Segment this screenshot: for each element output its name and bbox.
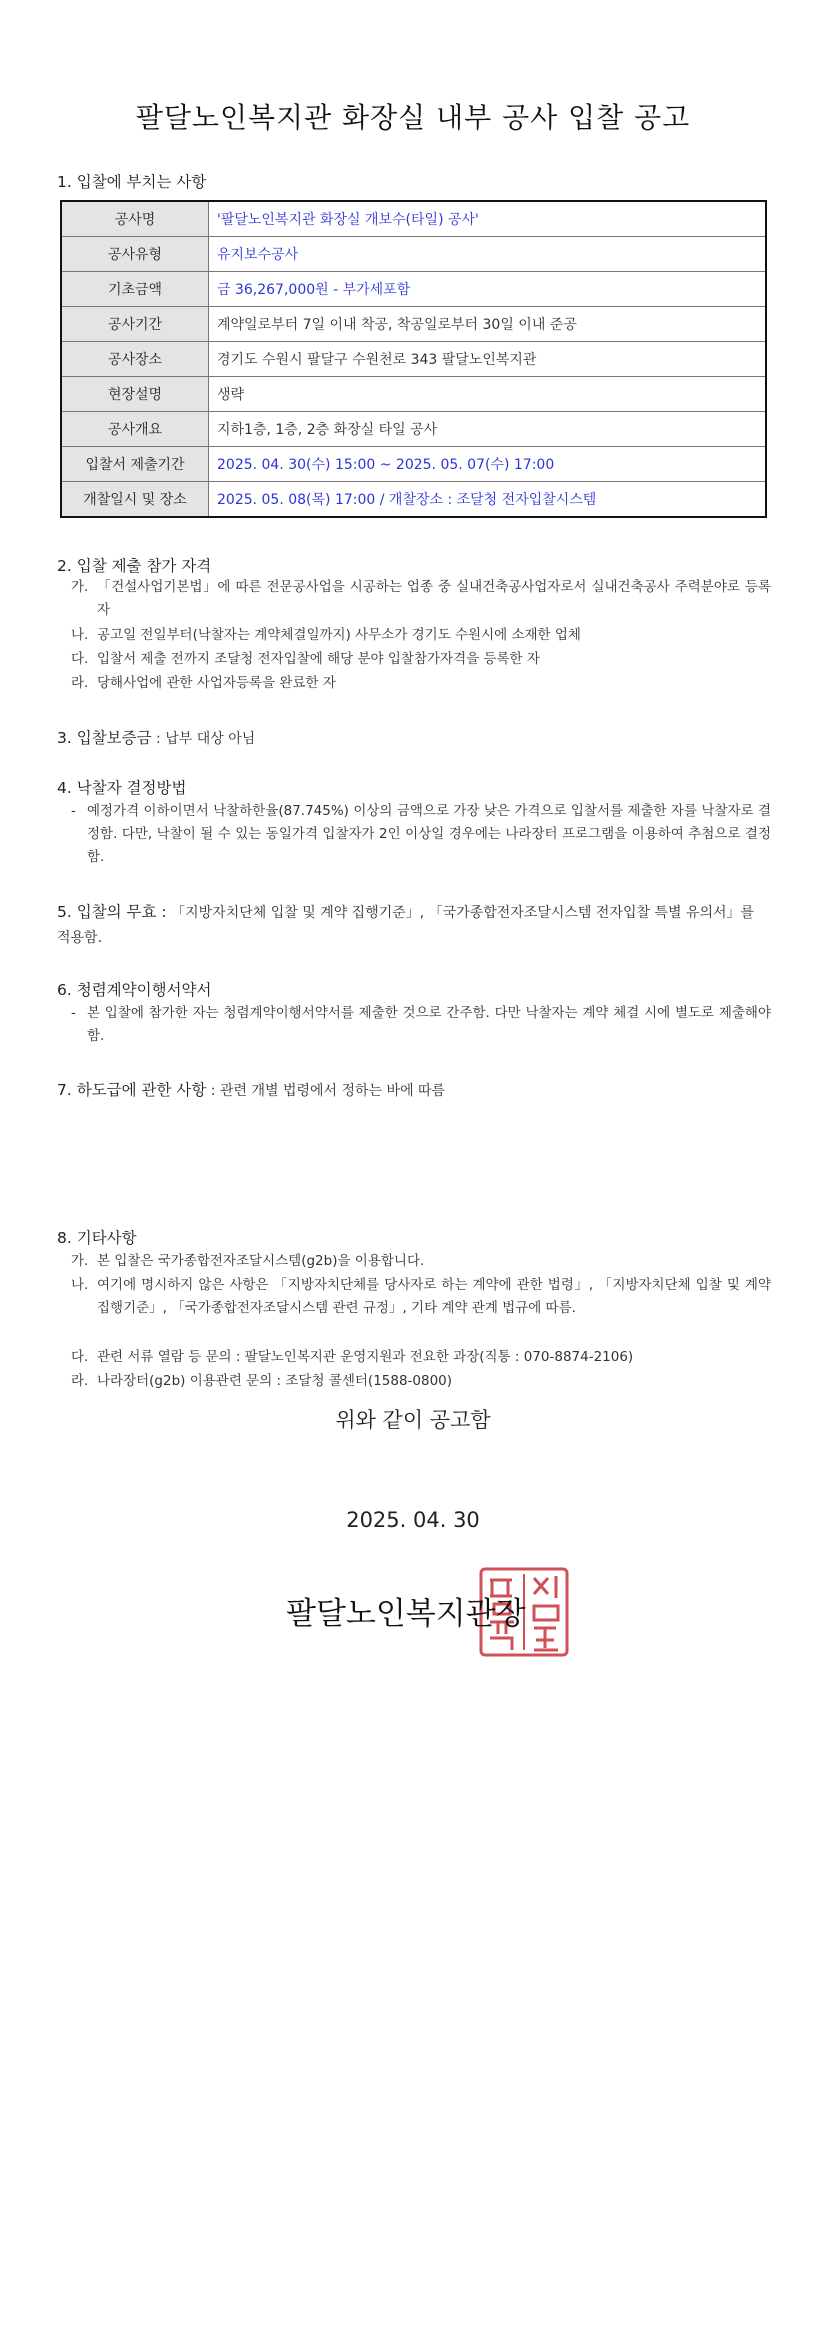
document-title: 팔달노인복지관 화장실 내부 공사 입찰 공고 [135, 101, 691, 134]
notice-date: 2025. 04. 30 [346, 1508, 480, 1532]
section-5-text: 「지방자치단체 입찰 및 계약 집행기준」, 「국가종합전자조달시스템 전자입찰 특별 유의서」를 적용함. [57, 905, 755, 946]
table-row [61, 412, 766, 447]
item-text: 「건설사업기본법」에 따른 전문공사업을 시공하는 업종 중 실내건축공사업자로서 실내건축공사 주력분야로 등록자 [97, 579, 771, 618]
table-row [61, 272, 766, 307]
item-text: 본 입찰에 참가한 자는 청렴계약이행서약서를 제출한 것으로 간주함. 다만 낙찰자는 계약 체결 시에 별도로 제출해야 함. [87, 1005, 771, 1044]
section-4-heading: 4. 낙찰자 결정방법 [57, 779, 187, 797]
row-label: 공사기간 [61, 307, 209, 342]
item-text: 나라장터(g2b) 이용관련 문의 : 조달청 콜센터(1588-0800) [97, 1373, 453, 1389]
item-marker: 다. [71, 651, 89, 667]
item-marker: - [71, 1005, 76, 1021]
row-value-opening: 2025. 05. 08(목) 17:00 / 개찰장소 : 조달청 전자입찰시스템 [209, 482, 767, 518]
section-3-heading: 3. 입찰보증금 [57, 729, 152, 747]
list-item [71, 672, 771, 695]
row-label: 개찰일시 및 장소 [61, 482, 209, 518]
row-value-base-amount: 금 36,267,000원 - 부가세포함 [209, 272, 767, 307]
list-item [71, 800, 771, 869]
list-item [71, 648, 771, 671]
table-row [61, 201, 766, 237]
list-item [71, 624, 771, 647]
section-5 [57, 900, 769, 950]
table-row [61, 307, 766, 342]
section-1-heading: 1. 입찰에 부치는 사항 [57, 173, 207, 191]
item-marker: 가. [71, 579, 89, 595]
signature-block [286, 1560, 586, 1660]
list-item [71, 576, 771, 622]
item-marker: 나. [71, 1277, 89, 1293]
item-text: 여기에 명시하지 않은 사항은 「지방자치단체를 당사자로 하는 계약에 관한 법령」, 「지방자치단체 입찰 및 계약 집행기준」, 「국가종합전자조달시스템 관련 규정」, 기타 계약 관계 법규에 따름. [97, 1277, 771, 1316]
table-row [61, 342, 766, 377]
organization-name: 팔달노인복지관장 [286, 1596, 526, 1632]
item-marker: 나. [71, 627, 89, 643]
item-text: 공고일 전일부터(낙찰자는 계약체결일까지) 사무소가 경기도 수원시에 소재한 업체 [97, 627, 581, 643]
item-marker: 가. [71, 1253, 89, 1269]
row-value-location: 경기도 수원시 팔달구 수원천로 343 팔달노인복지관 [209, 342, 767, 377]
section-3-text: : 납부 대상 아님 [151, 731, 256, 747]
table-row [61, 237, 766, 272]
table-row [61, 482, 766, 518]
row-label: 기초금액 [61, 272, 209, 307]
section-7 [57, 1078, 445, 1100]
section-2-heading: 2. 입찰 제출 참가 자격 [57, 557, 212, 575]
row-label: 입찰서 제출기간 [61, 447, 209, 482]
bid-info-table [60, 200, 767, 518]
row-value-site-briefing: 생략 [209, 377, 767, 412]
section-8-heading: 8. 기타사항 [57, 1229, 137, 1247]
item-marker: 다. [71, 1349, 89, 1365]
item-text: 관련 서류 열람 등 문의 : 팔달노인복지관 운영지원과 전요한 과장(직통 : 070-8874-2106) [97, 1349, 634, 1365]
row-value-period: 계약일로부터 7일 이내 착공, 착공일로부터 30일 이내 준공 [209, 307, 767, 342]
list-item [71, 1370, 771, 1393]
list-item [71, 1274, 771, 1320]
list-item [71, 1250, 771, 1273]
item-text: 본 입찰은 국가종합전자조달시스템(g2b)을 이용합니다. [97, 1253, 425, 1269]
row-value-project-type: 유지보수공사 [209, 237, 767, 272]
table-row [61, 447, 766, 482]
row-label: 현장설명 [61, 377, 209, 412]
row-label: 공사장소 [61, 342, 209, 377]
row-label: 공사명 [61, 201, 209, 237]
item-text: 당해사업에 관한 사업자등록을 완료한 자 [97, 675, 336, 691]
list-item [71, 1346, 771, 1369]
item-marker: 라. [71, 675, 89, 691]
row-value-project-name: '팔달노인복지관 화장실 개보수(타일) 공사' [209, 201, 767, 237]
section-7-text: : 관련 개별 법령에서 정하는 바에 따름 [206, 1083, 446, 1099]
section-5-heading: 5. 입찰의 무효 : [57, 903, 167, 921]
row-value-submission-period: 2025. 04. 30(수) 15:00 ~ 2025. 05. 07(수) 17:00 [209, 447, 767, 482]
section-6-heading: 6. 청렴계약이행서약서 [57, 981, 212, 999]
item-text: 입찰서 제출 전까지 조달청 전자입찰에 해당 분야 입찰참가자격을 등록한 자 [97, 651, 540, 667]
section-3 [57, 726, 255, 748]
row-value-overview: 지하1층, 1층, 2층 화장실 타일 공사 [209, 412, 767, 447]
item-marker: 라. [71, 1373, 89, 1389]
section-7-heading: 7. 하도급에 관한 사항 [57, 1081, 207, 1099]
closing-statement: 위와 같이 공고함 [335, 1408, 491, 1432]
item-text: 예정가격 이하이면서 낙찰하한율(87.745%) 이상의 금액으로 가장 낮은 가격으로 입찰서를 제출한 자를 낙찰자로 결정함. 다만, 낙찰이 될 수 있는 동일가격 입찰자가 2인 이상일 경우에는 나라장터 프로그램을 이용하여 추첨으로 결정함. [87, 803, 771, 865]
item-marker: - [71, 803, 76, 819]
table-row [61, 377, 766, 412]
list-item [71, 1002, 771, 1048]
row-label: 공사유형 [61, 237, 209, 272]
row-label: 공사개요 [61, 412, 209, 447]
